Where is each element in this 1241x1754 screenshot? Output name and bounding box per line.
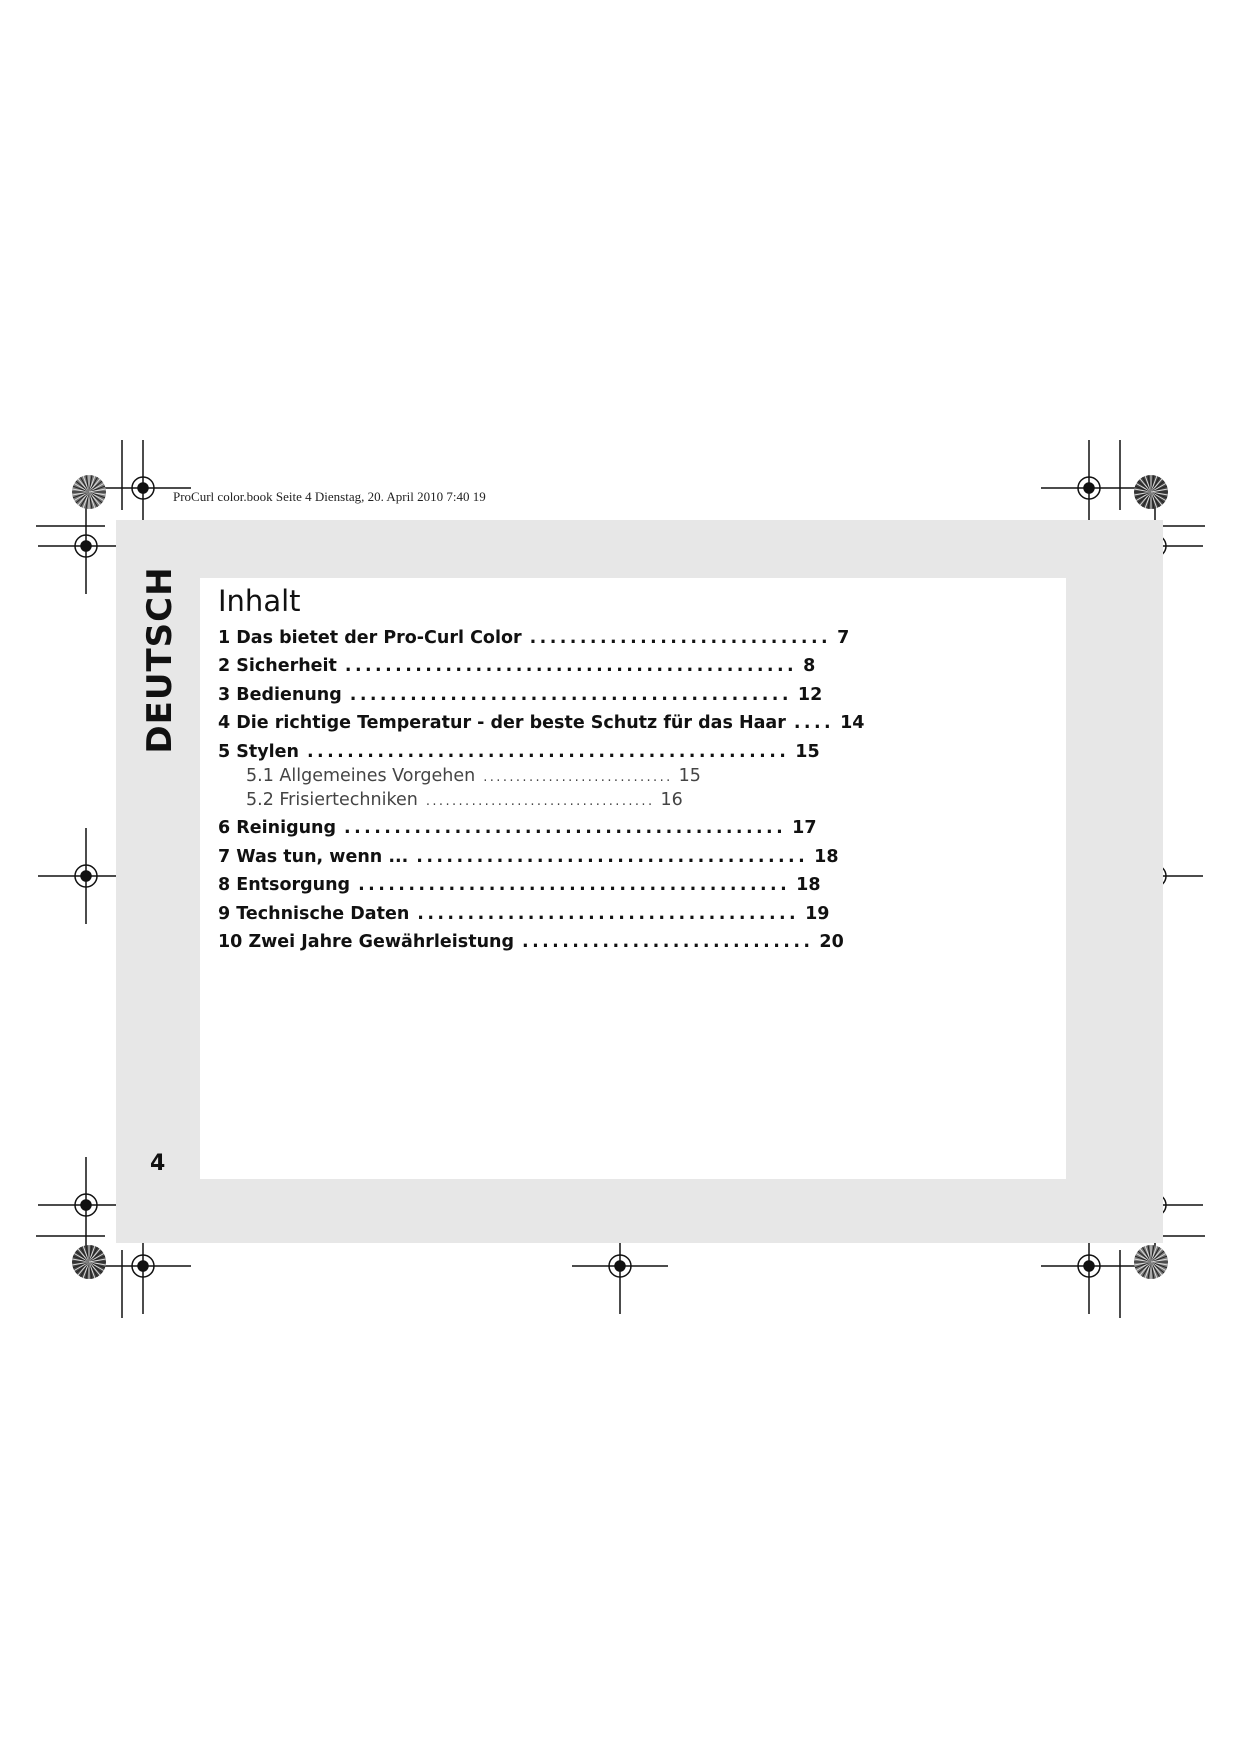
toc-entry-leader: ............................................. <box>344 656 798 676</box>
toc-entry-label: 1 Das bietet der Pro-Curl Color <box>218 628 522 648</box>
toc-entry-leader: .............................. <box>529 628 832 648</box>
toc-entry-leader: ............................. <box>483 770 673 785</box>
toc-entry-label: 4 Die richtige Temperatur - der beste Schutz für das Haar <box>218 713 786 733</box>
toc-entry[interactable] <box>218 628 849 648</box>
toc-entry[interactable] <box>218 847 839 867</box>
toc-entry-leader: ............................................ <box>349 685 792 705</box>
toc-entry-label: 6 Reinigung <box>218 818 337 838</box>
toc-entry-label: 9 Technische Daten <box>218 904 410 924</box>
toc-entry[interactable] <box>218 713 864 733</box>
color-bar-target-icon <box>72 1245 106 1279</box>
language-tab: DEUTSCH <box>140 566 180 754</box>
toc-entry-leader: .... <box>793 713 835 733</box>
color-bar-target-icon <box>1134 1245 1168 1279</box>
toc-entry-label: 10 Zwei Jahre Gewährleistung <box>218 932 515 952</box>
toc-entry-page: 19 <box>805 904 830 924</box>
toc-entry-label: 7 Was tun, wenn ... <box>218 847 409 867</box>
toc-entry-page: 20 <box>819 932 844 952</box>
toc-subentry[interactable] <box>246 790 683 810</box>
toc-entry-page: 14 <box>840 713 865 733</box>
toc-entry-leader: ....................................... <box>416 847 809 867</box>
toc-entry-leader: ................................................ <box>306 742 790 762</box>
toc-subentry[interactable] <box>246 766 701 786</box>
toc-entry-page: 12 <box>797 685 823 705</box>
page-number: 4 <box>150 1151 166 1176</box>
toc-entry[interactable] <box>218 818 817 838</box>
toc-entry[interactable] <box>218 875 821 895</box>
toc-entry-page: 16 <box>660 790 683 810</box>
toc-entry[interactable] <box>218 656 815 676</box>
toc-entry-leader: ............................. <box>522 932 814 952</box>
toc-entry-label: 5.2 Frisiertechniken <box>246 790 418 810</box>
toc-entry-page: 7 <box>837 628 850 648</box>
color-bar-target-icon <box>1134 475 1168 509</box>
color-bar-target-icon <box>72 475 106 509</box>
toc-entry-label: 3 Bedienung <box>218 685 342 705</box>
toc-entry[interactable] <box>218 685 822 705</box>
toc-entry-page: 18 <box>814 847 839 867</box>
toc-entry[interactable] <box>218 904 829 924</box>
toc-entry-leader: ........................................... <box>358 875 791 895</box>
toc-entry-label: 8 Entsorgung <box>218 875 351 895</box>
toc-entry-label: 5.1 Allgemeines Vorgehen <box>246 766 476 786</box>
print-slug: ProCurl color.book Seite 4 Dienstag, 20. April 2010 7:40 19 <box>173 489 486 504</box>
toc-entry-leader: ...................................... <box>417 904 800 924</box>
toc-entry[interactable] <box>218 742 820 762</box>
toc-entry-page: 8 <box>803 656 816 676</box>
toc-title: Inhalt <box>218 584 301 618</box>
toc-entry-page: 18 <box>796 875 821 895</box>
toc-entry-label: 2 Sicherheit <box>218 656 337 676</box>
toc-entry[interactable] <box>218 932 844 952</box>
toc-entry-page: 15 <box>795 742 820 762</box>
toc-entry-label: 5 Stylen <box>218 742 299 762</box>
toc-entry-page: 17 <box>792 818 817 838</box>
toc-entry-leader: ............................................ <box>344 818 787 838</box>
toc-entry-page: 15 <box>678 766 701 786</box>
toc-entry-leader: ................................... <box>425 794 655 809</box>
